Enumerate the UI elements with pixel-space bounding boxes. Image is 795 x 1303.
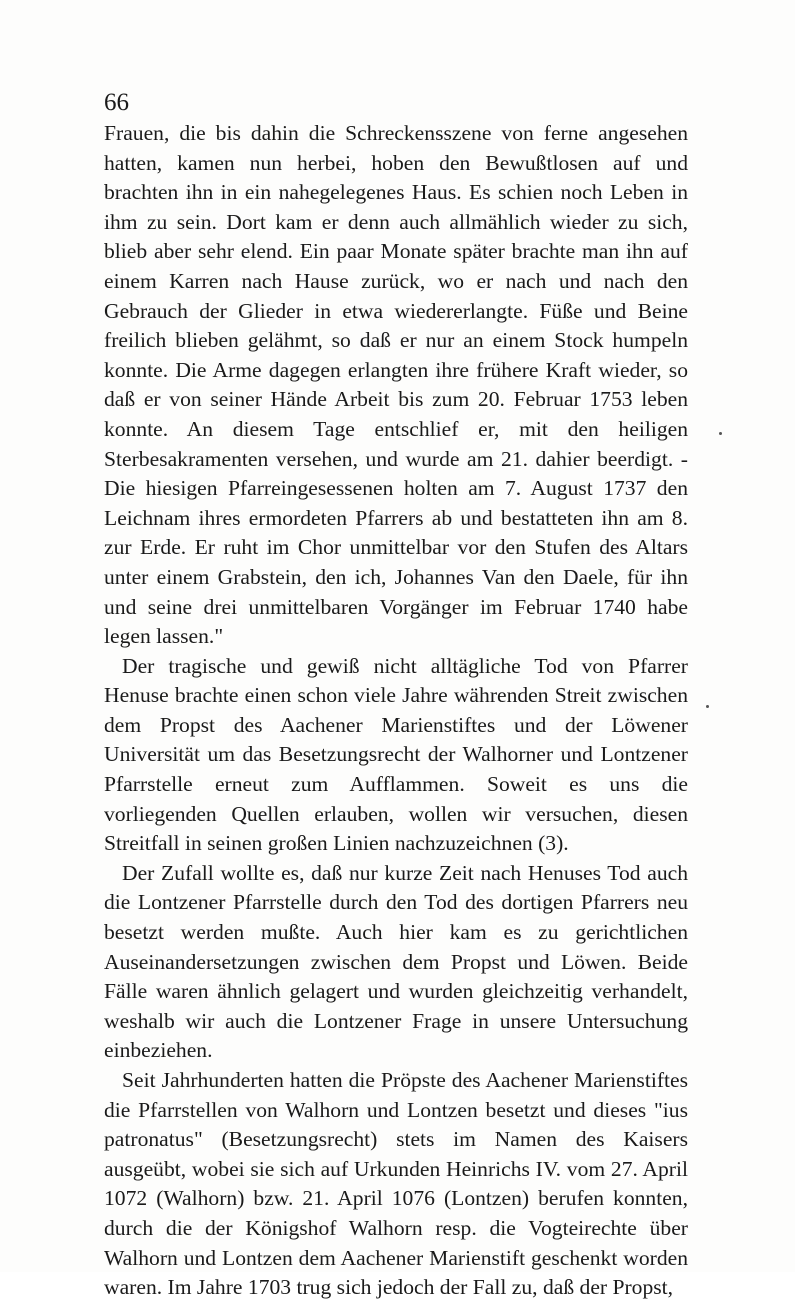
paragraph-3: Der Zufall wollte es, daß nur kurze Zeit nach Henuses Tod auch die Lontzener Pfarrstelle durch den Tod des dortigen Pfarrers neu besetzt werden mußte. Auch hier kam es zu gerichtlichen Auseinandersetzungen zwischen dem Propst und Löwen. Beide Fälle waren ähnlich gelagert und wurden gleichzeitig verhandelt, weshalb wir auch die Lontzener Frage in unsere Untersuchung einbeziehen.: [104, 860, 688, 1063]
page-number: 66: [104, 89, 129, 116]
paragraph-4: Seit Jahrhunderten hatten die Pröpste des Aachener Marienstiftes die Pfarrstellen von Walhorn und Lontzen besetzt und dieses "ius patronatus" (Besetzungsrecht) stets im Namen des Kaisers ausgeübt, wobei sie sich auf Urkunden Heinrichs IV. vom 27. April 1072 (Walhorn) bzw. 21. April 1076 (Lontzen) berufen konnten, durch die der Königshof Walhorn resp. die Vogteirechte über Walhorn und Lontzen dem Aachener Marienstift geschenkt worden waren. Im Jahre 1703 trug sich jedoch der Fall zu, daß der Propst,: [104, 1068, 688, 1300]
margin-speck: [706, 705, 709, 708]
margin-speck: [719, 432, 722, 435]
body-text: [104, 119, 688, 1303]
paragraph-1: Frauen, die bis dahin die Schreckensszene von ferne angesehen hatten, kamen nun herbei, hoben den Bewußtlosen auf und brachten ihn in ein nahegelegenes Haus. Es schien noch Leben in ihm zu sein. Dort kam er denn auch allmählich wieder zu sich, blieb aber sehr elend. Ein paar Monate später brachte man ihn auf einem Karren nach Hause zurück, wo er nach und nach den Gebrauch der Glieder in etwa wiedererlangte. Füße und Beine freilich blieben gelähmt, so daß er nur an einem Stock humpeln konnte. Die Arme dagegen erlangten ihre frühere Kraft wieder, so daß er von seiner Hände Arbeit bis zum 20. Februar 1753 leben konnte. An diesem Tage entschlief er, mit den heiligen Sterbesakramenten versehen, und wurde am 21. dahier beerdigt. - Die hiesigen Pfarreingesessenen holten am 7. August 1737 den Leichnam ihres ermordeten Pfarrers ab und bestatteten ihn am 8. zur Erde. Er ruht im Chor unmittelbar vor den Stufen des Altars unter einem Grabstein, den ich, Johannes Van den Daele, für ihn und seine drei unmittelbaren Vorgänger im Februar 1740 habe legen lassen.": [104, 121, 688, 649]
paragraph-2: Der tragische und gewiß nicht alltägliche Tod von Pfarrer Henuse brachte einen schon viele Jahre währenden Streit zwischen dem Propst des Aachener Marienstiftes und der Löwener Universität um das Besetzungsrecht der Walhorner und Lontzener Pfarrstelle erneut zum Aufflammen. Soweit es uns die vorliegenden Quellen erlauben, wollen wir versuchen, diesen Streitfall in seinen großen Linien nachzuzeichnen (3).: [104, 653, 688, 856]
